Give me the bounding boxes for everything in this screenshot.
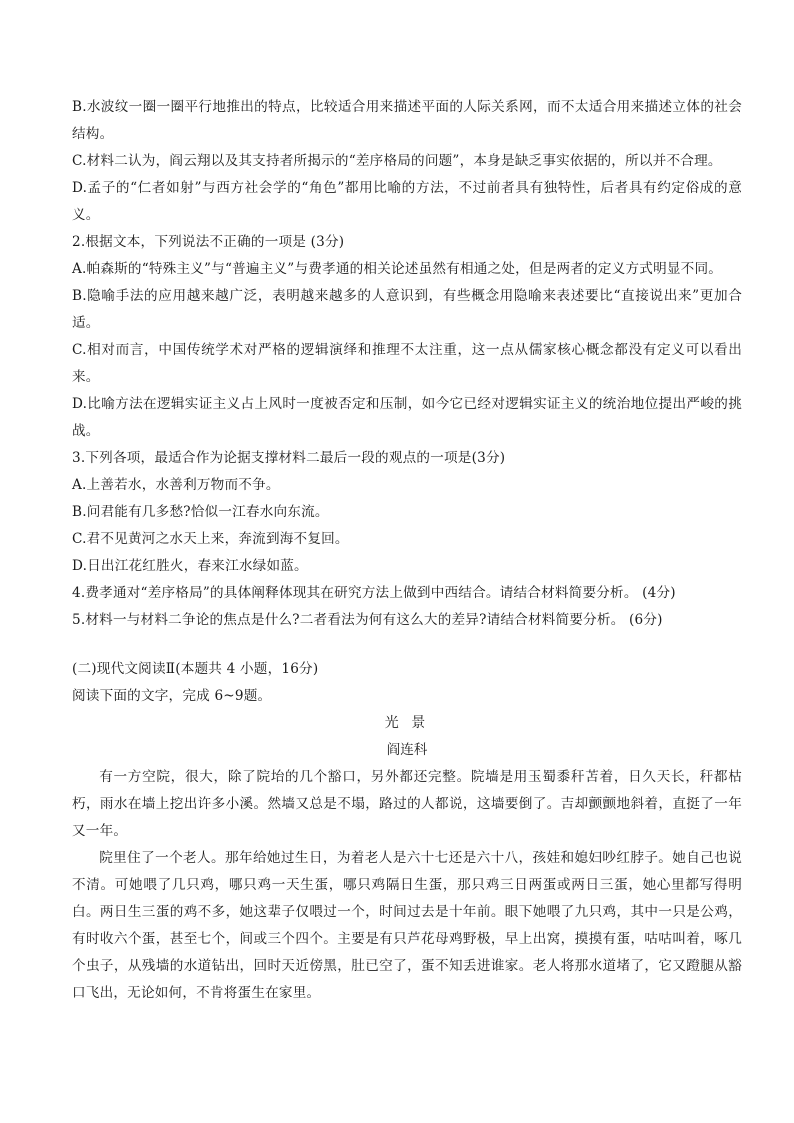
option-1c: C.材料二认为，阎云翔以及其支持者所揭示的“差序格局的问题”，本身是缺乏事实依据的，所以并不合理。 bbox=[72, 153, 722, 169]
story-paragraph: 院里住了一个老人。那年给她过生日，为着老人是六十七还是六十八，孩娃和媳妇吵红脖子。她自己也说不清。可她喂了几只鸡，哪只鸡一天生蛋，哪只鸡隔日生蛋，那只鸡三日两蛋或两日三蛋，她心里都写得明白。两日生三蛋的鸡不多，她这辈子仅喂过一个，时间过去是十年前。眼下她喂了九只鸡，其中一只是公鸡，有时收六个蛋，甚至七个，间或三个四个。主要是有只芦花母鸡野极，早上出窝，摸摸有蛋，咕咕叫着，啄几个虫子，从残墙的水道钻出，回时天近傍黑，肚已空了，蛋不知丢进谁家。老人将那水道堵了，它又蹬腿从豁口飞出，无论如何，不肯将蛋生在家里。 bbox=[72, 850, 742, 1001]
story-author: 阎连科 bbox=[386, 742, 428, 758]
question-4: 4.费孝通对“差序格局”的具体阐释体现其在研究方法上做到中西结合。请结合材料简要分析。 (4分) bbox=[72, 585, 676, 601]
question-3: 3.下列各项，最适合作为论据支撑材料二最后一段的观点的一项是(3分) bbox=[72, 450, 506, 466]
option-1d: D.孟子的“仁者如射”与西方社会学的“角色”都用比喻的方法，不过前者具有独特性，后者具有约定俗成的意义。 bbox=[72, 180, 742, 223]
story-title: 光 景 bbox=[384, 715, 430, 731]
option-3d: D.日出江花红胜火，春来江水绿如蓝。 bbox=[72, 558, 308, 574]
option-3c: C.君不见黄河之水天上来，奔流到海不复回。 bbox=[72, 531, 349, 547]
question-2: 2.根据文本，下列说法不正确的一项是 (3分) bbox=[72, 234, 345, 250]
question-5: 5.材料一与材料二争论的焦点是什么?二者看法为何有这么大的差异?请结合材料简要分析。 (6分) bbox=[72, 612, 663, 628]
section-gap bbox=[72, 634, 742, 656]
option-2b: B.隐喻手法的应用越来越广泛，表明越来越多的人意识到，有些概念用隐喻来表述要比“直接说出来”更加合适。 bbox=[72, 288, 742, 331]
story-paragraph: 有一方空院，很大，除了院坮的几个豁口，另外都还完整。院墙是用玉蜀黍秆苫着，日久天长，秆都枯朽，雨水在墙上挖出许多小溪。然墙又总是不塌，路过的人都说，这墙要倒了。吉却颤颤地斜着，直挺了一年又一年。 bbox=[72, 769, 742, 839]
option-3b: B.问君能有几多愁?恰似一江春水向东流。 bbox=[72, 504, 329, 520]
option-2a: A.帕森斯的“特殊主义”与“普遍主义”与费孝通的相关论述虽然有相通之处，但是两者的定义方式明显不同。 bbox=[72, 261, 723, 277]
option-3a: A.上善若水，水善利万物而不争。 bbox=[72, 477, 280, 493]
section-heading: (二)现代文阅读Ⅱ(本题共 4 小题，16分) bbox=[72, 661, 319, 677]
reading-instruction: 阅读下面的文字，完成 6~9题。 bbox=[72, 688, 272, 704]
option-2d: D.比喻方法在逻辑实证主义占上风时一度被否定和压制，如今它已经对逻辑实证主义的统治地位提出严峻的挑战。 bbox=[72, 396, 742, 439]
option-2c: C.相对而言，中国传统学术对严格的逻辑演绎和推理不太注重，这一点从儒家核心概念都没有定义可以看出来。 bbox=[72, 342, 742, 385]
questions-block bbox=[72, 94, 742, 634]
option-1b: B.水波纹一圈一圈平行地推出的特点，比较适合用来描述平面的人际关系网，而不太适合用来描述立体的社会结构。 bbox=[72, 99, 742, 142]
